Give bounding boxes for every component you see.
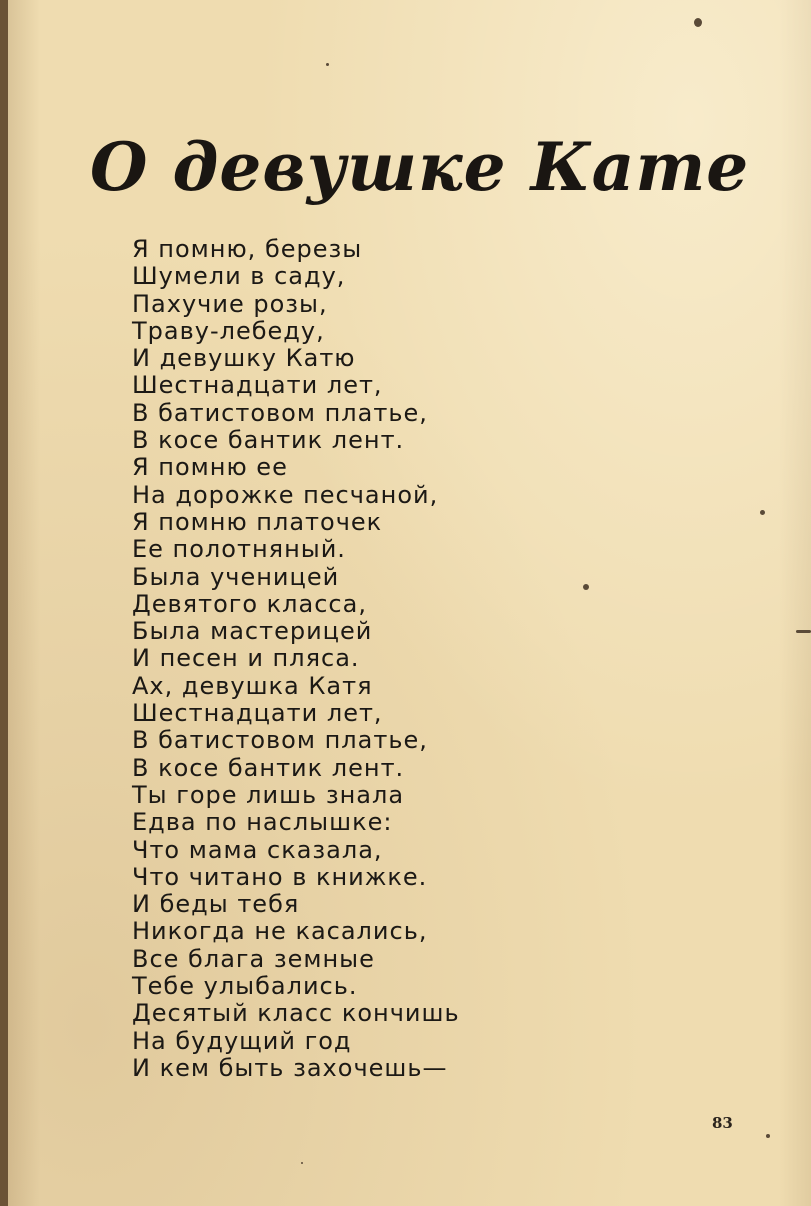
- page-number: 83: [712, 1114, 733, 1132]
- poem-line: Ты горе лишь знала: [132, 780, 405, 809]
- paper-speck: [301, 1162, 303, 1164]
- poem-line: Я помню ее: [132, 453, 288, 482]
- poem-line: В косе бантик лент.: [132, 426, 405, 455]
- poem-line: И беды тебя: [132, 890, 300, 919]
- poem-line: Шестнадцати лет,: [132, 699, 383, 728]
- poem-line: Все блага земные: [132, 944, 375, 973]
- poem-line: И девушку Катю: [132, 344, 356, 373]
- paper-speck: [583, 584, 589, 590]
- poem-line: Была ученицей: [132, 562, 340, 591]
- poem-line: Тебе улыбались.: [132, 972, 358, 1001]
- book-page: [8, 0, 811, 1206]
- poem-line: Была мастерицей: [132, 617, 373, 646]
- poem-line: Никогда не касались,: [132, 917, 428, 946]
- paper-speck: [760, 510, 765, 515]
- poem-line: На будущий год: [132, 1026, 352, 1055]
- poem-line: Пахучие розы,: [132, 289, 328, 318]
- poem-line: Девятого класса,: [132, 589, 367, 618]
- paper-speck: [766, 1134, 770, 1138]
- poem-line: Ах, девушка Катя: [132, 671, 373, 700]
- poem-line: Траву-лебеду,: [132, 316, 325, 345]
- poem-line: В косе бантик лент.: [132, 753, 405, 782]
- poem-line: Десятый класс кончишь: [132, 999, 460, 1028]
- poem-text: [132, 236, 692, 1082]
- poem-line: Шестнадцати лет,: [132, 371, 383, 400]
- poem-line: Ее полотняный.: [132, 535, 346, 564]
- poem-line: В батистовом платье,: [132, 726, 428, 755]
- paper-speck: [326, 63, 329, 66]
- poem-line: В батистовом платье,: [132, 398, 428, 427]
- poem-title: О девушке Кате: [90, 128, 750, 206]
- poem-line: Я помню, березы: [132, 235, 363, 263]
- poem-line: И кем быть захочешь—: [132, 1053, 448, 1082]
- poem-line: На дорожке песчаной,: [132, 480, 439, 509]
- poem-line: Шумели в саду,: [132, 262, 346, 291]
- poem-line: Что читано в книжке.: [132, 862, 428, 891]
- poem-line: Я помню платочек: [132, 507, 383, 536]
- poem-line: И песен и пляса.: [132, 644, 360, 673]
- paper-speck: [694, 18, 702, 27]
- paper-speck: [796, 630, 811, 633]
- poem-line: Что мама сказала,: [132, 835, 383, 864]
- poem-line: Едва по наслышке:: [132, 808, 393, 837]
